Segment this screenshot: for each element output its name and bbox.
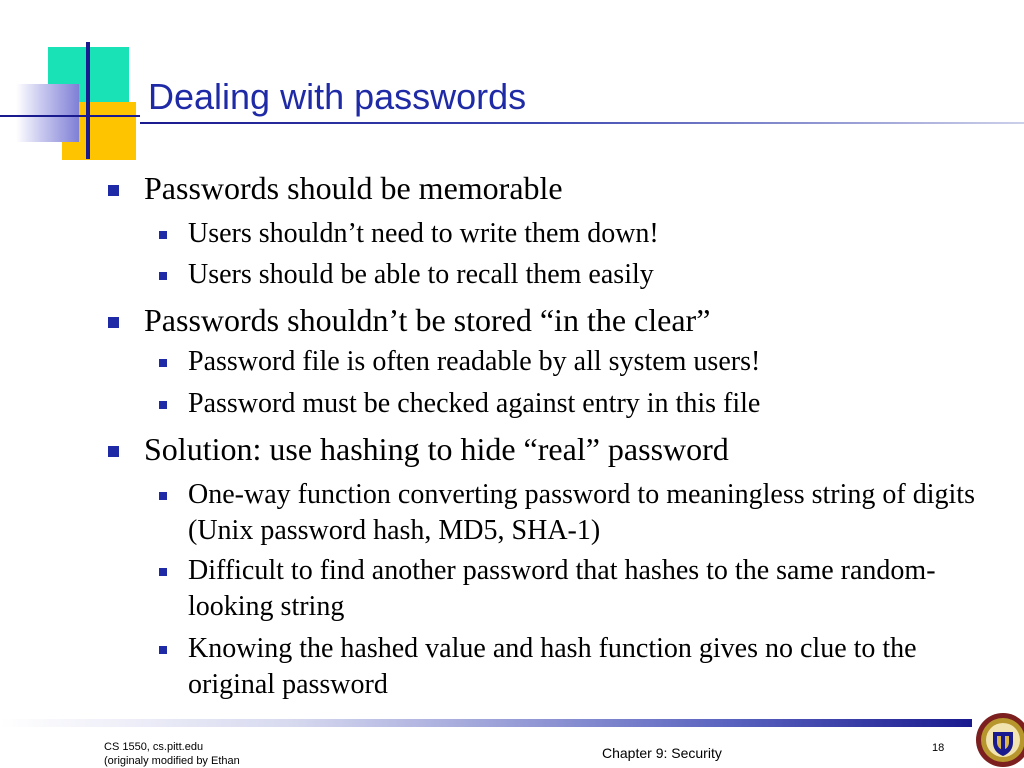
sub-bullet-square-icon [159, 492, 167, 500]
decor-vertical-line [86, 42, 90, 159]
footer-course-info [104, 740, 240, 768]
bullet-text: Passwords shouldn’t be stored “in the clear” [144, 302, 711, 338]
sub-bullet-text: Users shouldn’t need to write them down! [188, 218, 659, 249]
sub-bullet-text: Password file is often readable by all system users! [188, 346, 761, 377]
sub-bullet-text: One-way function converting password to meaningless string of digits (Unix password hash, MD5, SHA-1) [188, 479, 975, 546]
sub-bullet-text: Difficult to find another password that hashes to the same random-looking string [188, 555, 936, 622]
sub-bullet-square-icon [159, 231, 167, 239]
sub-bullet-square-icon [159, 359, 167, 367]
footer-chapter: Chapter 9: Security [602, 745, 722, 761]
page-number: 18 [932, 742, 945, 754]
bullet-square-icon [108, 446, 119, 457]
footer-rule [0, 719, 972, 727]
bullet-text: Solution: use hashing to hide “real” password [144, 431, 729, 467]
slide-title: Dealing with passwords [148, 76, 527, 117]
university-seal-icon [975, 712, 1024, 768]
sub-bullet-item [188, 257, 998, 293]
bullet-item [144, 431, 729, 467]
footer-credit: (originaly modified by Ethan [104, 755, 240, 767]
sub-bullet-item [188, 477, 998, 549]
bullet-square-icon [108, 185, 119, 196]
sub-bullet-item [188, 553, 998, 625]
footer-course: CS 1550, cs.pitt.edu [104, 741, 204, 753]
sub-bullet-item [188, 631, 998, 703]
sub-bullet-square-icon [159, 568, 167, 576]
sub-bullet-text: Knowing the hashed value and hash function gives no clue to the original password [188, 633, 917, 700]
bullet-square-icon [108, 317, 119, 328]
bullet-text: Passwords should be memorable [144, 170, 563, 206]
decor-blue-gradient-block [16, 84, 79, 142]
sub-bullet-square-icon [159, 646, 167, 654]
sub-bullet-item [188, 386, 998, 422]
title-underline [140, 122, 1024, 124]
sub-bullet-square-icon [159, 401, 167, 409]
sub-bullet-item [188, 216, 998, 252]
bullet-item [144, 170, 563, 206]
sub-bullet-square-icon [159, 272, 167, 280]
decor-horizontal-line [0, 115, 140, 117]
bullet-item [144, 302, 710, 338]
sub-bullet-text: Password must be checked against entry in this file [188, 388, 761, 419]
sub-bullet-text: Users should be able to recall them easily [188, 259, 654, 290]
sub-bullet-item [188, 344, 998, 380]
